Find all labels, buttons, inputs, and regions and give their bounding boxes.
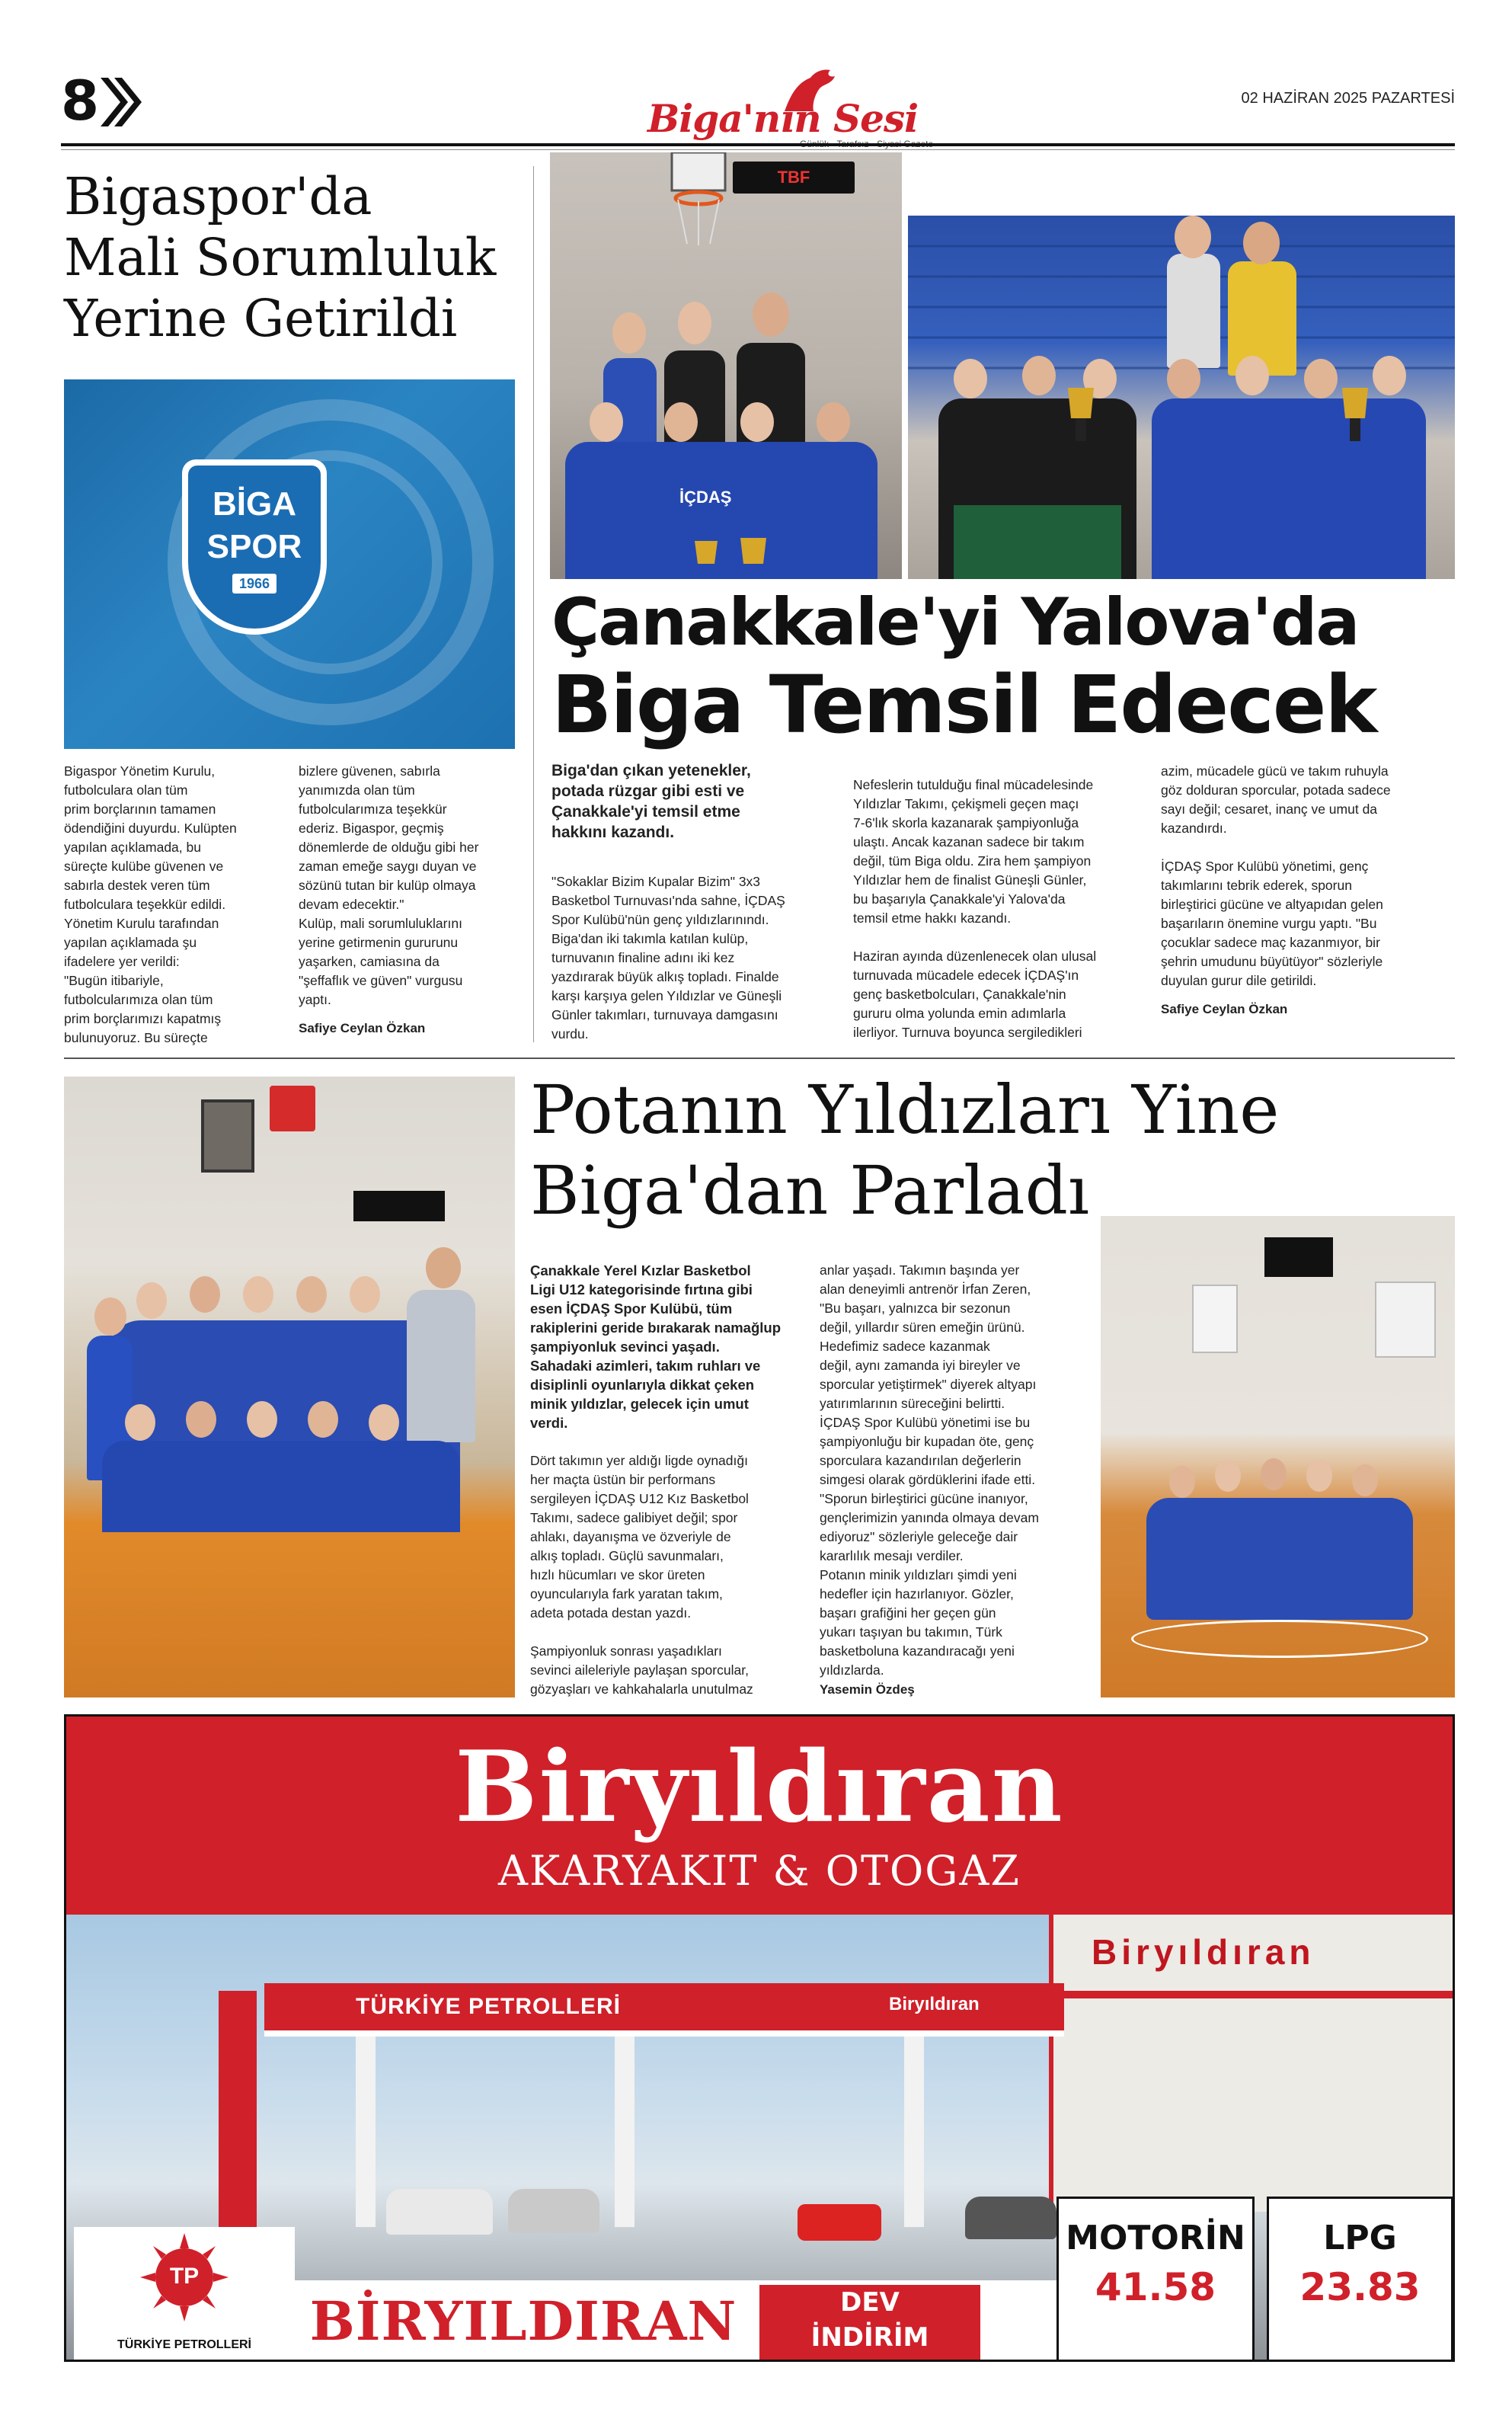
bigaspor-logo-image	[64, 379, 515, 749]
crest-line1: BİGA	[213, 485, 296, 523]
logo-text: Biga'nın Sesi	[647, 96, 919, 141]
article3-col2: anlar yaşadı. Takımın başında yer alan deneyimli antrenör İrfan Zeren, "Bu başarı, yalnızca bir sezonun değil, yıllardır süren emeğin ürünü. Hedefimiz sadece kazanmak değil, aynı zamanda iyi bireyler ve sporcular yetiştirmek" diyerek altyapı yatırımlarının süreceğini belirtti. İÇDAŞ Spor Kulübü yönetimi ise bu şampiyonluğu bir kupadan öte, genç sporculara kazandırılan değerlerin simgesi olarak gördüklerini ifade etti. "Sporun birleştirici gücüne inanıyor, gençlerimizin yanında olmaya devam ediyoruz" sözleriyle geleceğe dair kararlılık mesajı verdiler. Potanın minik yıldızları şimdi yeni hedefler için hazırlanıyor. Gözler, başarı grafiğini her geçen gün yukarı taşıyan bu takımın, Türk basketboluna kazandıracağı yeni yıldızlarda.	[820, 1262, 1039, 1678]
article1-headline: Bigaspor'da Mali Sorumluluk Yerine Getirildi	[64, 167, 497, 348]
price-board-lpg	[1267, 2197, 1453, 2362]
header-rule-thin	[61, 149, 1455, 150]
jersey-text: İÇDAŞ	[679, 488, 732, 507]
station-photo	[66, 1915, 1453, 2362]
u12-team-photo	[64, 1077, 515, 1697]
arena-scoreboard	[1264, 1237, 1333, 1277]
column-divider	[533, 166, 534, 1042]
scoreboard-text: TBF	[777, 168, 810, 187]
article2-col3: azim, mücadele gücü ve takım ruhuyla göz dolduran sporcular, potada sadece sayı değil; cesaret, inanç ve umut da kazandırdı. İÇDAŞ Spor Kulübü yönetimi, genç takımlarını tebrik ederek, sporun birleştirici gücüne ve altyapıdan gelen başarıların önemine vurgu yaptı. "Bu çocuklar sadece maç kazanmıyor, bir şehrin umudunu büyütüyor" sözleriyle duyulan gurur dile getirildi.	[1161, 763, 1391, 988]
article2-col2: Nefeslerin tutulduğu final mücadelesinde Yıldızlar Takımı, çekişmeli geçen maçı 7-6'lık skorla kazanarak şampiyonluğa ulaştı. Ancak kazanan sadece bir takım değil, tüm Biga oldu. Zira hem şampiyon Yıldızlar hem de finalist Güneşli Günler, bu başarıyla Çanakkale'yi Yalova'da temsil etme hakkı kazandı. Haziran ayında düzenlenecek olan ulusal turnuvada mücadele edecek İÇDAŞ'ın genç basketbolcuları, Çanakkale'nin gururu olma yolunda emin adımlarla ilerliyor. Turnuva boyunca sergiledikleri	[853, 777, 1097, 1040]
crest-line2: SPOR	[206, 528, 302, 565]
price-value-motorin: 41.58	[1095, 2265, 1216, 2309]
tp-logo-text: TP	[169, 2264, 200, 2289]
price-label-lpg: LPG	[1323, 2219, 1397, 2257]
section-divider	[64, 1058, 1455, 1059]
canopy-text: TÜRKİYE PETROLLERİ	[356, 1994, 622, 2019]
building-sign: Biryıldıran	[1092, 1932, 1315, 1972]
trophy-icon	[1060, 383, 1380, 444]
bottom-brand: BİRYILDIRAN	[309, 2289, 737, 2353]
canopy-brand: Biryıldıran	[889, 1994, 980, 2014]
tp-caption: TÜRKİYE PETROLLERİ	[117, 2338, 251, 2351]
team-photo-left	[550, 152, 902, 579]
discount-line2: İNDİRİM	[810, 2322, 929, 2353]
crest-badge	[182, 459, 327, 635]
scoreboard	[733, 162, 855, 194]
article1-author: Safiye Ceylan Özkan	[299, 1021, 426, 1035]
station-canopy	[264, 1983, 1064, 2037]
trophy-icon	[687, 533, 778, 579]
bottom-brand-strip	[295, 2280, 1056, 2362]
tp-logo-block	[74, 2227, 295, 2362]
article2-lead: Biga'dan çıkan yetenekler, potada rüzgar gibi esti ve Çanakkale'yi temsil etme hakkını kazandı.	[551, 762, 751, 841]
header-rule	[61, 143, 1455, 146]
discount-badge	[759, 2285, 980, 2360]
ad-header-band	[66, 1717, 1453, 1915]
article2-col1: "Sokaklar Bizim Kupalar Bizim" 3x3 Basketbol Turnuvası'nda sahne, İÇDAŞ Spor Kulübü'nün genç yıldızlarınındı. Biga'dan iki takımla katılan kulüp, turnuvanın finaline adını iki kez yazdırarak büyük alkış topladı. Finalde karşı karşıya gelen Yıldızlar ve Güneşli Günler takımları, turnuvaya damgasını vurdu.	[551, 874, 785, 1042]
article3-lead: Çanakkale Yerel Kızlar Basketbol Ligi U12 kategorisinde fırtına gibi esen İÇDAŞ Spor Kulübü, tüm rakiplerini geride bırakarak namağlup şampiyonluk sevinci yaşadı. Sahadaki azimleri, takım ruhları ve disiplinli oyunlarıyla dikkat çeken minik yıldızlar, gelecek için umut verdi.	[530, 1262, 782, 1431]
price-pylon	[219, 1991, 257, 2235]
station-building	[1049, 1915, 1455, 2212]
team-photo-right	[908, 216, 1455, 579]
issue-date: 02 HAZİRAN 2025 PAZARTESİ	[1241, 90, 1455, 107]
u12-celebration-photo	[1101, 1216, 1455, 1697]
newspaper-logo	[602, 67, 983, 151]
article2-headline-line2: Biga Temsil Edecek	[551, 658, 1376, 751]
price-board-motorin	[1056, 2197, 1255, 2362]
ad-brand: Biryıldıran	[455, 1730, 1064, 1845]
article3-col1: Dört takımın yer aldığı ligde oynadığı her maçta üstün bir performans sergileyen İÇDAŞ U12 Kız Basketbol Takımı, sadece galibiyet değil; spor ahlakı, dayanışma ve özveriyle de alkış topladı. Güçlü savunmaları, hızlı hücumları ve skor üreten oyuncularıyla fark yaratan takım, adeta potada destan yazdı. Şampiyonluk sonrası yaşadıkları sevinci aileleriyle paylaşan sporcular, gözyaşları ve kahkahalarla unutulmaz	[530, 1453, 753, 1697]
page-number: 8	[61, 69, 100, 133]
chevron-right-icon	[97, 75, 143, 130]
advertisement	[64, 1714, 1455, 2362]
article1-col1: Bigaspor Yönetim Kurulu, futbolculara olan tüm prim borçlarının tamamen ödendiğini duyurdu. Kulüpten yapılan açıklamada, bu süreçte kulübe güvenen ve sabırla destek veren tüm futbolculara teşekkür edildi. Yönetim Kurulu tarafından yapılan açıklamada şu ifadelere yer verildi: "Bugün itibariyle, futbolcularımıza olan tüm prim borçlarımızı kapatmış bulunuyoruz. Bu süreçte	[64, 763, 237, 1045]
price-label-motorin: MOTORİN	[1066, 2219, 1245, 2257]
page-header	[61, 67, 1455, 151]
hoop-icon	[664, 152, 733, 251]
discount-line1: DEV	[840, 2287, 900, 2318]
price-value-lpg: 23.83	[1299, 2265, 1421, 2309]
article1-col2: bizlere güvenen, sabırla yanımızda olan tüm futbolcularımıza teşekkür ederiz. Bigaspor, geçmiş dönemlerde de olduğu gibi her zaman emeğe saygı duyan ve sözünü tutan bir kulüp olmaya devam edecektir." Kulüp, mali sorumluluklarını yerine getirmenin gururunu yaşarken, camiasına da "şeffaflık ve güven" vurgusu yaptı.	[299, 763, 479, 1007]
crest-year	[232, 574, 277, 594]
article3-headline: Potanın Yıldızları Yine Biga'dan Parladı	[530, 1070, 1280, 1230]
article3-author: Yasemin Özdeş	[820, 1682, 915, 1697]
article2-headline-line1: Çanakkale'yi Yalova'da	[551, 584, 1359, 661]
ad-subtitle: AKARYAKIT & OTOGAZ	[498, 1847, 1021, 1895]
article2-author: Safiye Ceylan Özkan	[1161, 1002, 1288, 1016]
crest-year-text: 1966	[238, 576, 270, 591]
